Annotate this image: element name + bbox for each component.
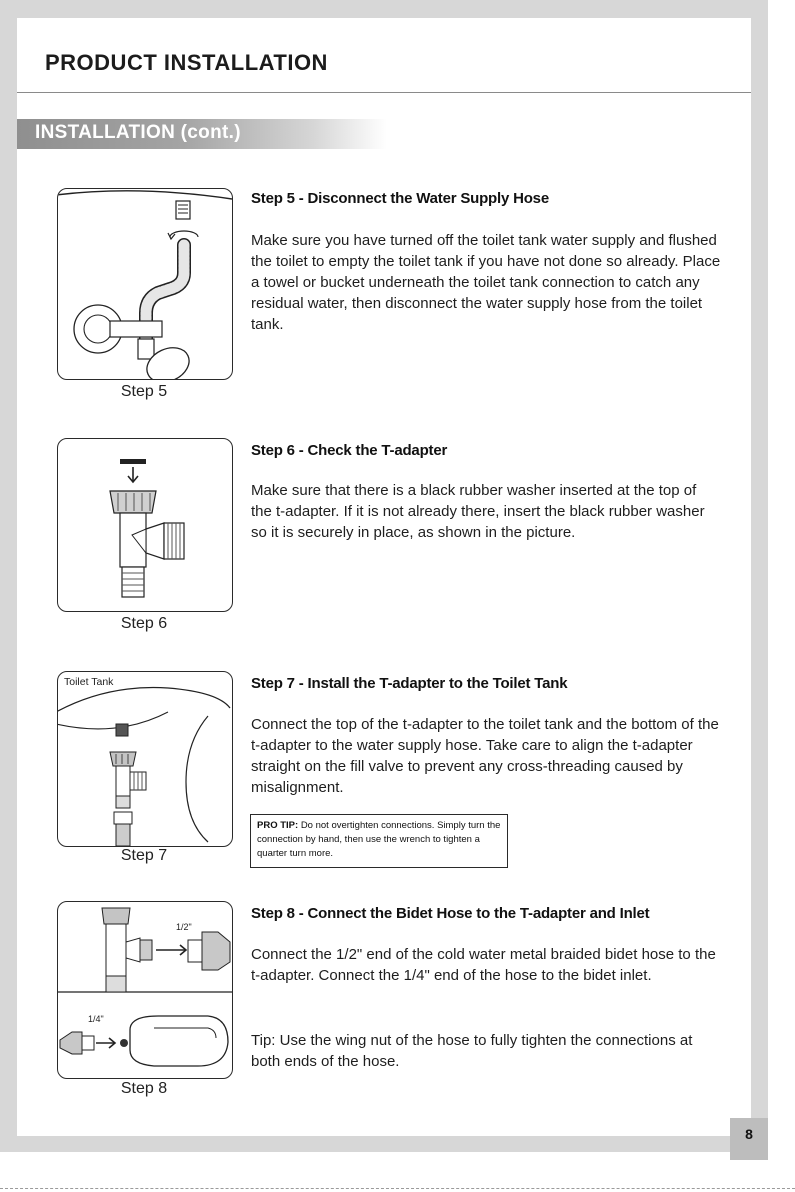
step-7-body: Connect the top of the t-adapter to the toilet tank and the bottom of the t-adapter to the water supply hose. Take care to align the t-adapter straight on the fill valve to prevent any cross-threading caused by misalignment. [251, 716, 719, 796]
pro-tip-label: PRO TIP: [257, 820, 299, 831]
pro-tip-text: Do not overtighten connections. Simply turn the connection by hand, then use the wrench to tighten a quarter turn more. [257, 820, 501, 859]
section-label: INSTALLATION (cont.) [35, 122, 241, 143]
step-7-caption: Step 7 [120, 847, 168, 864]
page-title: PRODUCT INSTALLATION [45, 50, 328, 75]
bidet-hose-connect-drawing [58, 902, 232, 1078]
step-5-body: Make sure you have turned off the toilet tank water supply and flushed the toilet to empty the toilet tank if you have not done so already. Place a towel or bucket underneath the toilet tank connection to catch any residual water, then disconnect the water supply hose from the toilet tank. [251, 232, 721, 333]
step-7-title: Step 7 - Install the T-adapter to the Toilet Tank [251, 675, 568, 692]
t-adapter-install-drawing [58, 672, 232, 846]
bottom-margin [0, 1152, 795, 1192]
step-8-tip: Tip: Use the wing nut of the hose to fully tighten the connections at both ends of the hose. [251, 1032, 693, 1070]
step-6-caption: Step 6 [120, 615, 168, 632]
step-8-body: Connect the 1/2" end of the cold water metal braided bidet hose to the t-adapter. Connect the 1/4" end of the hose to the bidet inlet. [251, 946, 716, 984]
t-adapter-washer-drawing [58, 439, 232, 611]
page-number: 8 [745, 1126, 753, 1142]
manual-page [17, 18, 751, 1136]
step-6-title: Step 6 - Check the T-adapter [251, 442, 448, 459]
step-8-title: Step 8 - Connect the Bidet Hose to the T-adapter and Inlet [251, 905, 650, 922]
supply-hose-disconnect-drawing [58, 189, 232, 379]
step-8-caption: Step 8 [120, 1080, 168, 1097]
title-divider [17, 92, 751, 93]
bottom-dashed-rule [0, 1188, 795, 1189]
half-inch-label: 1/2" [176, 922, 192, 932]
step-6-body: Make sure that there is a black rubber washer inserted at the top of the t-adapter. If it is not already there, insert the black rubber washer so it is securely in place, as shown in the picture. [251, 482, 705, 541]
step-5-illustration [57, 188, 233, 380]
pro-tip-box [250, 814, 508, 868]
step-8-illustration [57, 901, 233, 1079]
step-7-illustration [57, 671, 233, 847]
step-5-title: Step 5 - Disconnect the Water Supply Hose [251, 190, 549, 207]
quarter-inch-label: 1/4" [88, 1014, 104, 1024]
step-6-illustration [57, 438, 233, 612]
toilet-tank-label: Toilet Tank [64, 676, 114, 688]
step-5-caption: Step 5 [120, 383, 168, 400]
right-margin [768, 0, 795, 1152]
